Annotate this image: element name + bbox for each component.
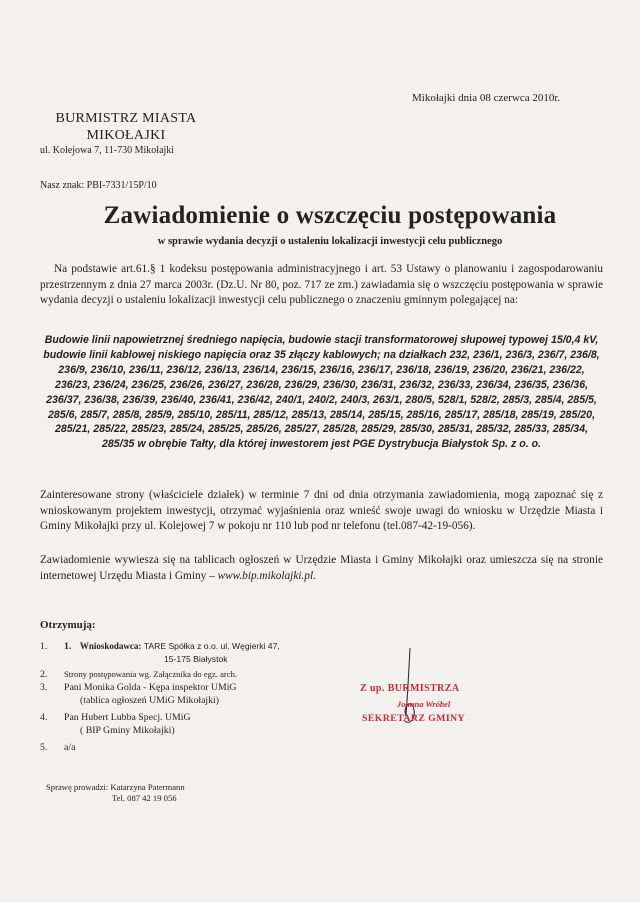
recipient-label: Wnioskodawca: [79,641,142,651]
recipient-item [40,711,360,737]
document-title: Zawiadomienie o wszczęciu postępowania [103,202,557,229]
recipient-number: 3. [40,682,48,693]
recipient-text: Pan Hubert Lubba Specj. UMiG [64,712,191,723]
recipient-text-2: ( BIP Gminy Mikołajki) [80,725,175,736]
recipient-item [40,681,360,707]
reference-number: Nasz znak: PBI-7331/15P/10 [40,180,157,191]
investment-description: Budowie linii napowietrznej średniego napięcia, budowie stacji transformatorowej słupowej typowej 15/0,4 kV, budowie linii kablowej niskiego napięcia oraz 35 złączy kablowych; na działkach 232, 236/1, 236/3, 236/7, 236/8, 236/9, 236/10, 236/11, 236/12, 236/13, 236/14, 236/15, 236/16, 236/17, 236/18, 236/19, 236/20, 236/21, 236/22, 236/23, 236/24, 236/25, 236/26, 236/27, 236/28, 236/29, 236/30, 236/31, 236/32, 236/33, 236/34, 236/35, 236/36, 236/37, 236/38, 236/39, 236/40, 236/41, 236/42, 240/1, 240/2, 240/3, 263/1, 280/5, 528/1, 528/2, 285/3, 285/4, 285/5, 285/6, 285/7, 285/8, 285/9, 285/10, 285/11, 285/12, 285/13, 285/14, 285/15, 285/16, 285/17, 285/18, 285/19, 285/20, 285/21, 285/22, 285/23, 285/24, 285/25, 285/26, 285/27, 285/28, 285/29, 285/30, 285/31, 285/32, 285/33, 285/34, 285/35 w obrębie Tałty, dla której inwestorem jest PGE Dystrybucja Białystok Sp. z o. o. [43,334,600,451]
stamp-authorization: Z up. BURMISTRZA [360,683,460,694]
stamp-signatory-name: Joanna Wróbel [397,699,451,709]
legal-basis-paragraph: Na podstawie art.61.§ 1 kodeksu postępowania administracyjnego i art. 53 Ustawy o planowaniu i zagospodarowaniu przestrzennym z dnia 27 marca 2003r. (Dz.U. Nr 80, poz. 717 ze zm.) zawiadamia się o wszczęciu postępowania w sprawie wydania decyzji o ustaleniu lokalizacji inwestycji celu publicznego o znaczeniu gminnym polegającej na: [40,263,603,307]
recipient-text: TARE Spółka z o.o. ul. Węgierki 47, [143,641,280,651]
recipient-text-2: (tablica ogłoszeń UMiG Mikołajki) [80,695,220,706]
recipient-number: 2. [40,669,48,680]
recipient-item [40,640,360,666]
recipient-item [40,668,360,681]
recipient-text-2: 15-175 Białystok [164,654,228,664]
recipient-subnumber: 1. [64,641,72,652]
authority-name [40,110,212,144]
handled-by: Sprawę prowadzi: Katarzyna Patermann [46,782,185,792]
document-date: Mikołajki dnia 08 czerwca 2010r. [412,92,561,104]
document-subtitle: w sprawie wydania decyzji o ustaleniu lokalizacji inwestycji celu publicznego [157,236,503,247]
recipients-title: Otrzymują: [40,619,96,631]
recipients-list [40,640,360,754]
authority-line-1: BURMISTRZ MIASTA [55,111,197,126]
parties-paragraph: Zainteresowane strony (właściciele działek) w terminie 7 dni od dnia otrzymania zawiadomienia, mogą zapoznać się z wnioskowanym projektem inwestycji, otrzymać wyjaśnienia oraz wnieść swoje uwagi do wniosku w Urzędzie Miasta i Gminy Mikołajki przy ul. Kolejowej 7 w pokoju nr 110 lub pod nr telefonu (tel.087-42-19-056). [40,489,603,533]
contact-phone: Tel. 087 42 19 056 [112,793,177,803]
recipient-item [40,741,360,754]
recipient-number: 4. [40,712,48,723]
authority-line-2: MIKOŁAJKI [86,128,166,143]
authority-address: ul. Kolejowa 7, 11-730 Mikołajki [40,145,175,156]
recipient-text: Pani Monika Golda - Kępa inspektor UMiG [64,682,237,693]
recipient-number: 5. [40,742,48,753]
recipient-number: 1. [40,641,48,652]
recipient-text: a/a [64,742,76,753]
stamp-secretary: SEKRETARZ GMINY [362,713,465,724]
publication-text: Zawiadomienie wywiesza się na tablicach ogłoszeń w Urzędzie Miasta i Gminy Mikołajki oraz umieszcza się na stronie internetowej Urzędu Miasta i Gminy – [40,554,603,582]
publication-paragraph [40,553,603,584]
recipient-text: Strony postępowania wg. Załącznika do egz. arch. [64,669,238,679]
bip-link: www.bip.mikolajki.pl. [217,569,316,582]
